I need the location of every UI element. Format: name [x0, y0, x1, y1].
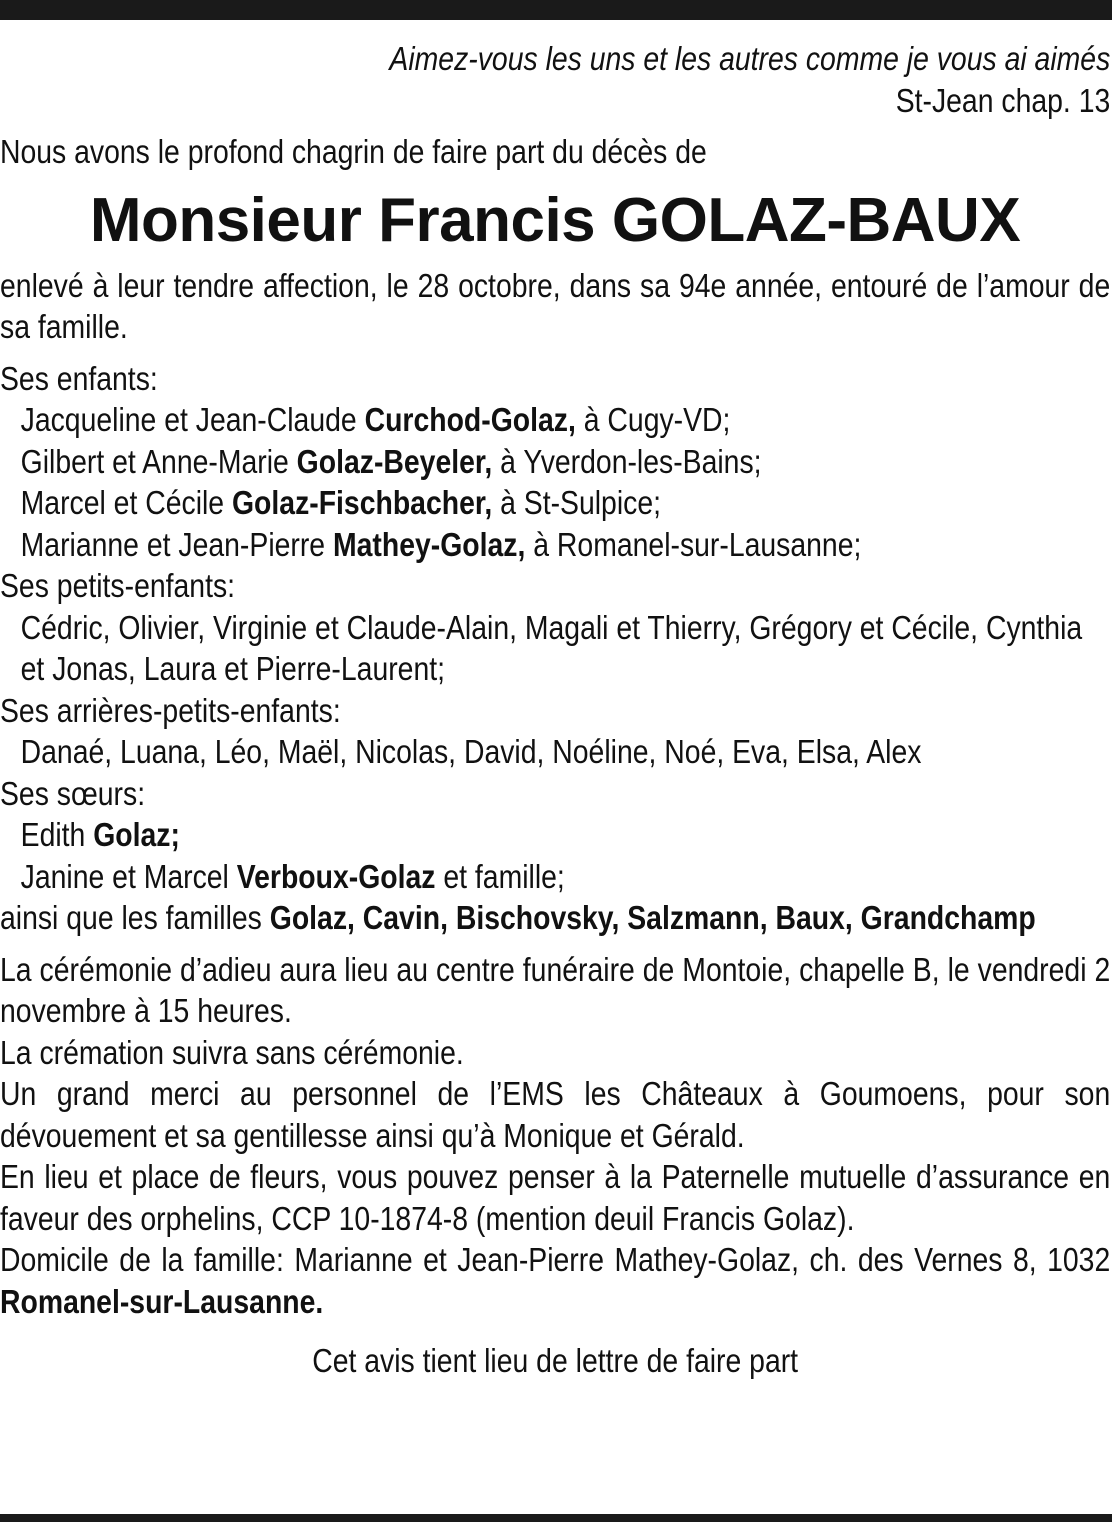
great-grandchildren-heading: Ses arrières-petits-enfants:	[0, 691, 341, 729]
child-entry: Marianne et Jean-Pierre Mathey-Golaz, à Romanel-sur-Lausanne;	[20, 525, 862, 563]
deceased-name: Monsieur Francis GOLAZ-BAUX	[89, 185, 1021, 255]
ceremony-text: La cérémonie d’adieu aura lieu au centre funéraire de Montoie, chapelle B, le vendredi 2 novembre à 15 heures.	[0, 950, 1111, 1029]
thanks-text: Un grand merci au personnel de l’EMS les Châteaux à Goumoens, pour son dévouement et sa gentillesse ainsi qu’à Monique et Gérald.	[0, 1075, 1111, 1154]
child-entry: Jacqueline et Jean-Claude Curchod-Golaz, à Cugy-VD;	[20, 401, 731, 438]
obituary-notice	[0, 38, 1110, 1382]
cremation-text: La crémation suivra sans cérémonie.	[0, 1033, 464, 1071]
child-entry: Gilbert et Anne-Marie Golaz-Beyeler, à Yverdon-les-Bains;	[20, 442, 762, 480]
domicile-text: Domicile de la famille: Marianne et Jean-Pierre Mathey-Golaz, ch. des Vernes 8, 1032 Romanel-sur-Lausanne.	[0, 1241, 1111, 1320]
grandchildren-list: Cédric, Olivier, Virginie et Claude-Alain, Magali et Thierry, Grégory et Cécile, Cynthia et Jonas, Laura et Pierre-Laurent;	[20, 608, 1083, 687]
great-grandchildren-list: Danaé, Luana, Léo, Maël, Nicolas, David, Noéline, Noé, Eva, Elsa, Alex	[20, 733, 922, 770]
families-line: ainsi que les familles Golaz, Cavin, Bischovsky, Salzmann, Baux, Grandchamp	[0, 899, 1036, 936]
bible-verse: Aimez-vous les uns et les autres comme je vous ai aimés	[389, 40, 1111, 77]
verse-reference: St-Jean chap. 13	[895, 81, 1111, 119]
sister-entry: Janine et Marcel Verboux-Golaz et famille;	[20, 857, 565, 895]
sisters-heading: Ses sœurs:	[0, 774, 146, 812]
sister-entry: Edith Golaz;	[20, 816, 180, 853]
intro-text: Nous avons le profond chagrin de faire part du décès de	[0, 133, 707, 170]
grandchildren-heading: Ses petits-enfants:	[0, 567, 236, 604]
announcement-text: enlevé à leur tendre affection, le 28 octobre, dans sa 94e année, entouré de l’amour de sa famille.	[0, 266, 1111, 345]
child-entry: Marcel et Cécile Golaz-Fischbacher, à St-Sulpice;	[20, 484, 662, 521]
top-rule	[0, 0, 1112, 20]
footer-note: Cet avis tient lieu de lettre de faire part	[312, 1342, 799, 1379]
bottom-rule	[0, 1514, 1112, 1522]
donation-text: En lieu et place de fleurs, vous pouvez penser à la Paternelle mutuelle d’assurance en faveur des orphelins, CCP 10-1874-8 (mention deuil Francis Golaz).	[0, 1158, 1111, 1237]
children-heading: Ses enfants:	[0, 359, 158, 397]
